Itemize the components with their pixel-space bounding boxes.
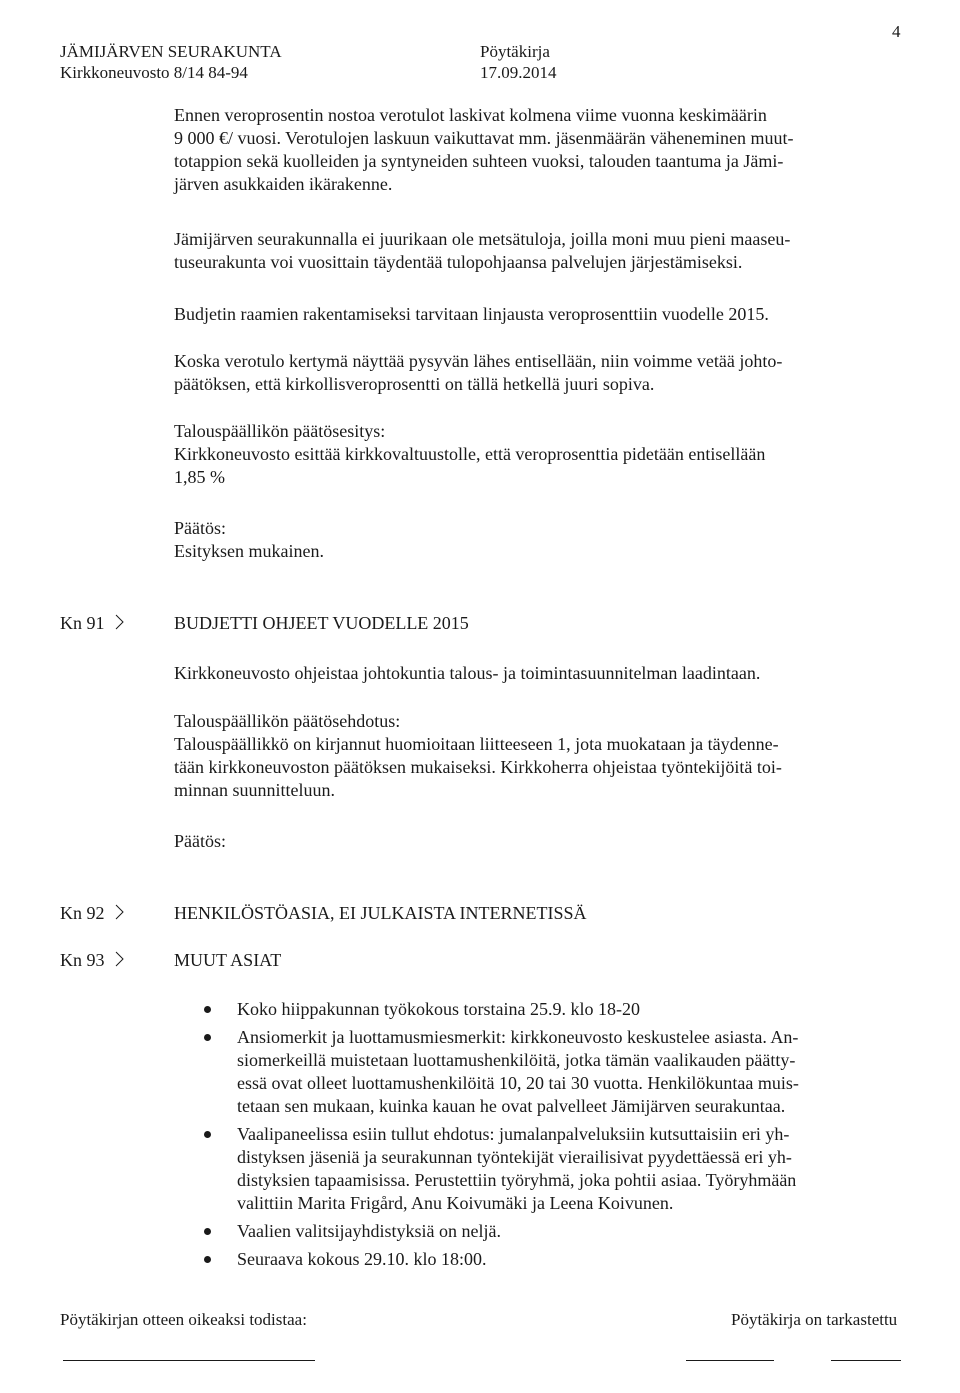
kn91-proposal-block: Talouspäällikön päätösehdotus: Talouspäällikkö on kirjannut huomioitaan liitteeseen 1, jota muokataan ja täydenne- tään kirkkoneuvoston päätöksen mukaiseksi. Kirkkoherra ohjeistaa työntekijöitä toi- minnan suunnitteluun.	[174, 710, 904, 802]
intro-paragraph-3: Budjetin raamien rakentamiseksi tarvitaan linjausta veroprosenttiin vuodelle 2015.	[174, 304, 769, 324]
header-doc-type: Pöytäkirja	[480, 42, 550, 61]
proposal-label: Talouspäällikön päätösesitys:	[174, 421, 386, 441]
decision-label: Päätös:	[174, 518, 226, 538]
section-tick-icon	[114, 613, 126, 631]
list-item: Ansiomerkit ja luottamusmiesmerkit: kirkkoneuvosto keskustelee asiasta. An- siomerkeillä muistetaan luottamushenkilöitä, jotka tämän vaalikauden päätty- essä ovat olleet luottamushenkilöitä 10, 20 tai 30 vuotta. Henkilökuntaa muis- tetaan sen mukaan, kuinka kauan he ovat palvelleet Jämijärven seurakuntaa.	[174, 1026, 904, 1118]
kn91-intro: Kirkkoneuvosto ohjeistaa johtokuntia talous- ja toimintasuunnitelman laadintaan.	[174, 663, 761, 683]
header-meeting: Kirkkoneuvosto 8/14 84-94	[60, 63, 248, 82]
list-item: Koko hiippakunnan työkokous torstaina 25.9. klo 18-20	[174, 998, 904, 1021]
header-date: 17.09.2014	[480, 63, 557, 82]
section-number-kn91: Kn 91	[60, 613, 105, 633]
intro-paragraph-4: Koska verotulo kertymä näyttää pysyvän lähes entisellään, niin voimme vetää johto- päätöksen, että kirkollisveroprosentti on tällä hetkellä juuri sopiva.	[174, 351, 783, 394]
intro-paragraph-2: Jämijärven seurakunnalla ei juurikaan ole metsätuloja, joilla moni muu pieni maaseu- tuseurakunta voi vuosittain täydentää tulopohjaansa palvelujen järjestämiseksi.	[174, 229, 791, 272]
section-tick-icon	[114, 903, 126, 921]
bullet-icon	[204, 1006, 211, 1013]
section-number-kn92: Kn 92	[60, 903, 105, 923]
bullet-icon	[204, 1131, 211, 1138]
bullet-icon	[204, 1034, 211, 1041]
list-item: Seuraava kokous 29.10. klo 18:00.	[174, 1248, 904, 1271]
intro-paragraph-1: Ennen veroprosentin nostoa verotulot laskivat kolmena viime vuonna keskimäärin 9 000 €/ vuosi. Verotulojen laskuun vaikuttavat mm. jäsenmäärän väheneminen muut- totappion sekä kuolleiden ja syntyneiden suhteen vuoksi, talouden taantuma ja Jämi- järven asukkaiden ikärakenne.	[174, 105, 794, 194]
section-title-kn92: HENKILÖSTÖASIA, EI JULKAISTA INTERNETISSÄ	[174, 903, 587, 923]
section-number-kn93: Kn 93	[60, 950, 105, 970]
section-title-kn93: MUUT ASIAT	[174, 950, 282, 970]
list-item: Vaalipaneelissa esiin tullut ehdotus: jumalanpalveluksiin kutsuttaisiin eri yh- distyksen jäseniä ja seurakunnan työntekijät vierailisivat pyydettäessä eri yh- distyksien tapaamisissa. Perustettiin työryhmä, joka pohtii asiaa. Työryhmään valittiin Marita Frigård, Anu Koivumäki ja Leena Koivunen.	[174, 1123, 904, 1215]
footer-left-label: Pöytäkirjan otteen oikeaksi todistaa:	[60, 1310, 307, 1329]
signature-line	[63, 1360, 315, 1361]
kn91-decision-label: Päätös:	[174, 831, 226, 851]
footer-right-label: Pöytäkirja on tarkastettu	[731, 1310, 898, 1329]
signature-line	[831, 1360, 901, 1361]
decision-text: Esityksen mukainen.	[174, 541, 324, 561]
bullet-icon	[204, 1228, 211, 1235]
section-tick-icon	[114, 950, 126, 968]
proposal-block: Talouspäällikön päätösesitys: Kirkkoneuvosto esittää kirkkovaltuustolle, että veroprosenttia pidetään entisellään 1,85 %	[174, 420, 904, 489]
list-item: Vaalien valitsijayhdistyksiä on neljä.	[174, 1220, 904, 1243]
bullet-icon	[204, 1256, 211, 1263]
section-title-kn91: BUDJETTI OHJEET VUODELLE 2015	[174, 613, 469, 633]
kn93-bullet-list	[174, 998, 904, 1276]
page-number: 4	[892, 22, 901, 41]
decision-block	[174, 517, 904, 563]
kn91-proposal-label: Talouspäällikön päätösehdotus:	[174, 711, 401, 731]
signature-line	[686, 1360, 774, 1361]
header-org: JÄMIJÄRVEN SEURAKUNTA	[60, 42, 282, 61]
